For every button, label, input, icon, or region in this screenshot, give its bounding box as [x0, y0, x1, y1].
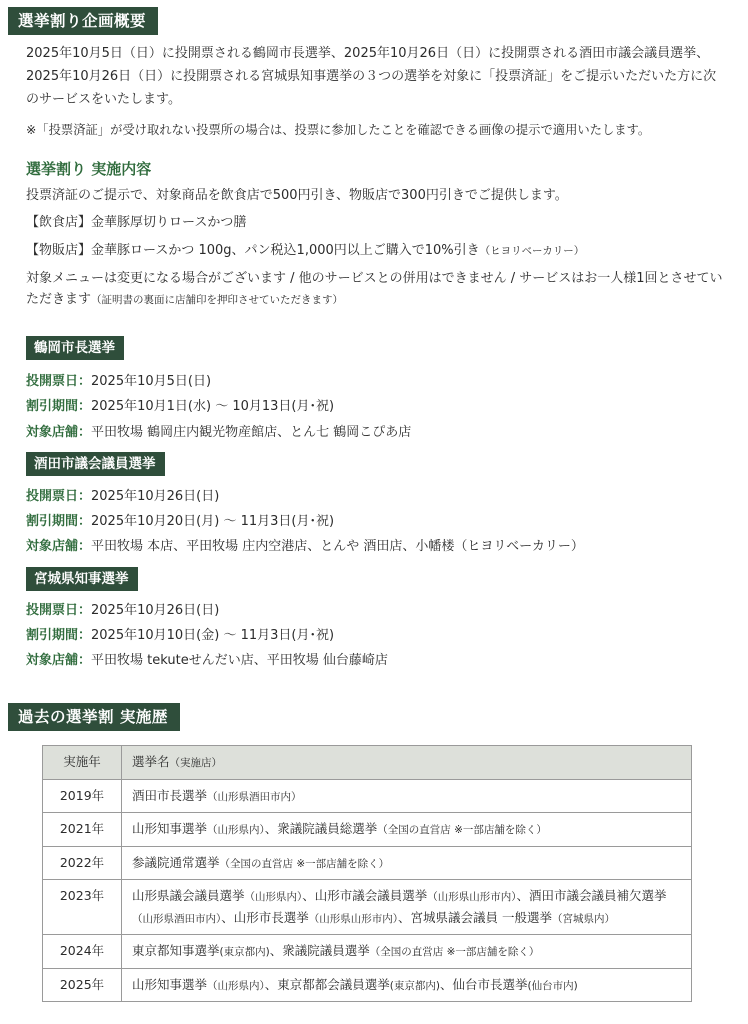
history-election-cell: [122, 935, 692, 969]
history-election-area: （全国の直営店 ※一部店舗を除く）: [369, 946, 540, 958]
details-line-3-main: 【物販店】金華豚ロースかつ 100g、パン税込1,000円以上ご購入で10%引き: [26, 243, 480, 258]
history-election-cell: [122, 779, 692, 813]
section-title-overview: 選挙割り企画概要: [8, 7, 158, 35]
history-year-cell: [43, 935, 122, 969]
history-election-area: （山形県山形市内）: [427, 891, 517, 903]
period-value: 2025年10月1日(水) 〜 10月13日(月･祝): [91, 399, 335, 414]
history-election-cell: [122, 968, 692, 1002]
history-election-name: 、宮城県議会議員 一般選挙: [398, 909, 552, 925]
table-row: [43, 846, 692, 880]
history-election-name: 、衆議院議員総選挙: [264, 821, 378, 836]
period-value: 2025年10月10日(金) 〜 11月3日(月･祝): [91, 628, 335, 643]
history-year: 2021年: [59, 821, 105, 836]
history-header-name-note: （実施店）: [169, 757, 223, 769]
history-year: 2025年: [59, 976, 105, 992]
history-election-area: （山形県内）: [207, 979, 265, 992]
period-label: 割引期間：: [26, 399, 92, 414]
history-election-area: （全国の直営店 ※一部店舗を除く）: [219, 857, 390, 870]
history-header-year: 実施年: [43, 746, 122, 780]
history-year-cell: [43, 779, 122, 813]
history-election-name: 、酒田市議会議員補欠選挙: [516, 888, 667, 903]
period-label: 割引期間：: [26, 628, 92, 643]
history-election-cell: [122, 813, 692, 847]
election-sakata-vote-date: [26, 485, 219, 504]
history-year: 2023年: [59, 888, 105, 903]
election-tsuruoka-period: [26, 395, 334, 414]
history-election-name: 、東京都都会議員選挙: [264, 976, 390, 992]
history-election-area: (東京都内): [219, 946, 270, 958]
details-line-3-note: （ヒヨリベーカリー）: [479, 245, 585, 257]
history-election-name: 、仙台市長選挙: [439, 976, 528, 992]
shops-label: 対象店舗：: [26, 425, 92, 440]
history-election-name: 山形知事選挙: [132, 976, 208, 992]
table-row: [43, 813, 692, 847]
history-election-area: （山形県酒田市内）: [132, 912, 222, 925]
table-row: [43, 968, 692, 1002]
history-election-name: 、衆議院議員選挙: [269, 943, 370, 958]
details-line-4: [26, 268, 728, 311]
history-election-name: 酒田市長選挙: [132, 787, 208, 803]
history-election-cell: [122, 846, 692, 880]
history-table: [42, 745, 692, 1002]
history-header-row: [43, 746, 692, 780]
shops-value: 平田牧場 tekuteせんだい店、平田牧場 仙台藤崎店: [91, 653, 388, 668]
history-election-name: 山形知事選挙: [132, 821, 208, 836]
history-election-name: 参議院通常選挙: [132, 854, 220, 870]
history-election-area: （全国の直営店 ※一部店舗を除く）: [377, 824, 547, 836]
history-year: 2022年: [59, 854, 105, 870]
shops-label: 対象店舗：: [26, 539, 92, 554]
election-tsuruoka-vote-date: [26, 370, 211, 389]
election-miyagi-vote-date: [26, 599, 219, 618]
vote-date-label: 投開票日：: [26, 374, 92, 389]
details-line-2: 【飲食店】金華豚厚切りロースかつ膳: [26, 215, 247, 230]
history-election-name: 、山形市議会議員選挙: [302, 888, 428, 903]
section-title-details: 選挙割り 実施内容: [26, 160, 152, 178]
vote-date-value: 2025年10月26日(日): [91, 603, 220, 618]
details-line-3: [26, 241, 584, 261]
vote-date-label: 投開票日：: [26, 489, 92, 504]
shops-value: 平田牧場 本店、平田牧場 庄内空港店、とんや 酒田店、小幡楼（ヒヨリベーカリー）: [91, 539, 584, 554]
details-line-4-main: 対象メニューは変更になる場合がございます / 他のサービスとの併用はできません / サービスはお一人様1回とさせていただきます: [26, 271, 723, 307]
election-sakata-period: [26, 510, 334, 529]
vote-date-value: 2025年10月26日(日): [91, 489, 220, 504]
history-election-area: （宮城県内）: [552, 912, 615, 925]
history-election-name: 山形県議会議員選挙: [132, 888, 245, 903]
history-election-area: (仙台市内): [527, 979, 578, 992]
history-header-name: [122, 746, 692, 780]
history-election-name: 東京都知事選挙: [132, 943, 220, 958]
vote-date-value: 2025年10月5日(日): [91, 374, 212, 389]
table-row: [43, 935, 692, 969]
history-year-cell: [43, 846, 122, 880]
table-row: [43, 779, 692, 813]
history-election-cell: [122, 880, 692, 935]
history-election-area: （山形県山形市内）: [308, 912, 399, 925]
overview-body: 2025年10月5日（日）に投開票される鶴岡市長選挙、2025年10月26日（日）に投開票される酒田市議会議員選挙、2025年10月26日（日）に投開票される宮城県知事選挙の３つの選挙を対象に「投票済証」をご提示いただいた方に次のサービスをいたします。: [26, 46, 717, 107]
election-sakata-shops: [26, 535, 584, 554]
history-election-area: （山形県内）: [244, 891, 303, 903]
overview-note: ※「投票済証」が受け取れない投票所の場合は、投票に参加したことを確認できる画像の提示で適用いたします。: [26, 123, 651, 137]
history-election-area: （山形県酒田市内）: [207, 790, 302, 803]
history-year-cell: [43, 968, 122, 1002]
election-tsuruoka-shops: [26, 421, 411, 440]
vote-date-label: 投開票日：: [26, 603, 92, 618]
history-header-name-main: 選挙名: [132, 754, 170, 769]
history-election-name: 、山形市長選挙: [221, 909, 309, 925]
election-miyagi-title: 宮城県知事選挙: [26, 567, 138, 591]
history-election-area: (東京都内): [389, 979, 440, 992]
history-table-body: [43, 779, 692, 1002]
shops-label: 対象店舗：: [26, 653, 92, 668]
election-miyagi-shops: [26, 649, 388, 668]
history-year-cell: [43, 880, 122, 935]
details-line-1: 投票済証のご提示で、対象商品を飲食店で500円引き、物販店で300円引きでご提供します。: [26, 188, 568, 203]
election-tsuruoka-title: 鶴岡市長選挙: [26, 336, 124, 360]
period-value: 2025年10月20日(月) 〜 11月3日(月･祝): [91, 514, 335, 529]
table-row: [43, 880, 692, 935]
history-year: 2024年: [59, 943, 105, 958]
election-sakata-title: 酒田市議会議員選挙: [26, 452, 165, 476]
period-label: 割引期間：: [26, 514, 92, 529]
history-year-cell: [43, 813, 122, 847]
history-year: 2019年: [59, 787, 105, 803]
details-line-4-note: （証明書の裏面に店舗印を押印させていただきます）: [91, 294, 344, 306]
shops-value: 平田牧場 鶴岡庄内観光物産館店、とん七 鶴岡こぴあ店: [91, 425, 412, 440]
section-title-history: 過去の選挙割 実施歴: [8, 703, 180, 731]
election-miyagi-period: [26, 624, 334, 643]
history-election-area: （山形県内）: [207, 824, 265, 836]
